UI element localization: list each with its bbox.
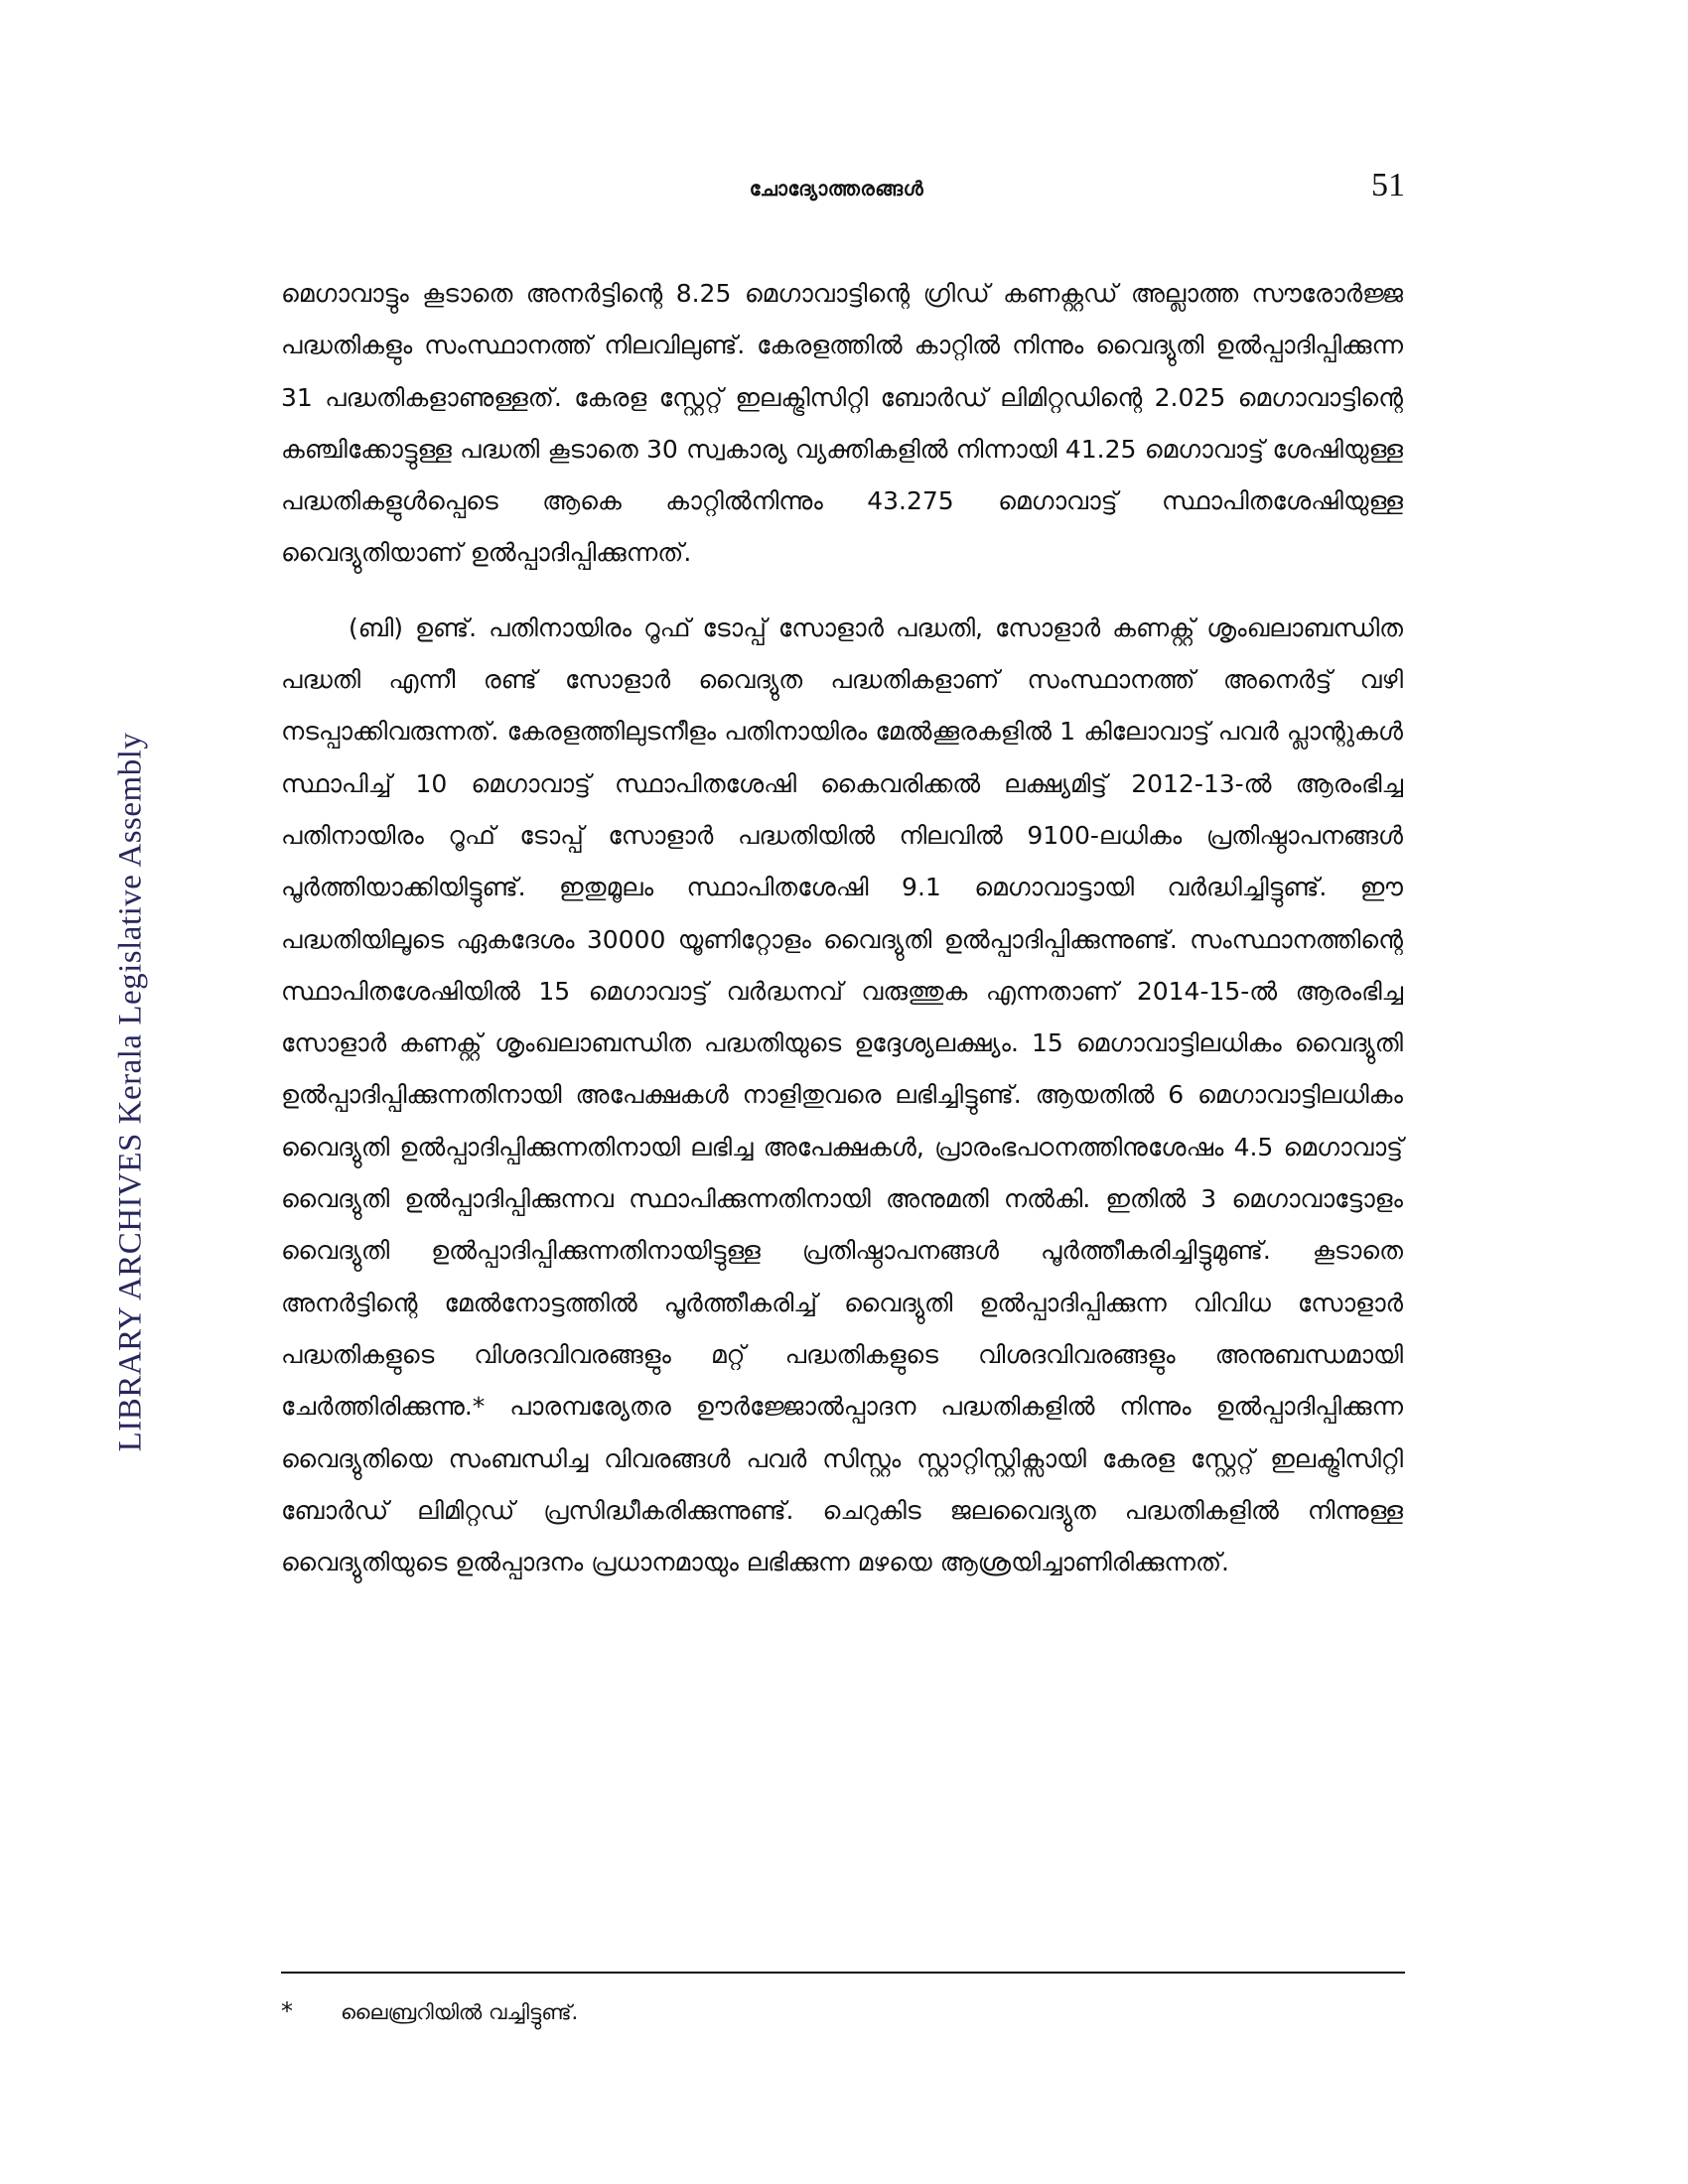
paragraph-answer-b: (ബി) ഉണ്ട്. പതിനായിരം റൂഫ് ടോപ്പ് സോളാർ പദ്ധതി, സോളാർ കണക്റ്റ് ശൃംഖലാബന്ധിത പദ്ധതി എന്നീ രണ്ട് സോളാർ വൈദ്യുത പദ്ധതികളാണ് സംസ്ഥാനത്ത് അനെർട്ട് വഴി നടപ്പാക്കിവരുന്നത്. കേരളത്തിലുടനീളം പതിനായിരം മേൽക്കൂരകളിൽ 1 കിലോവാട്ട് പവർ പ്ലാന്റുകൾ സ്ഥാപിച്ച് 10 മെഗാവാട്ട് സ്ഥാപിതശേഷി കൈവരിക്കൽ ലക്ഷ്യമിട്ട് 2012-13-ൽ ആരംഭിച്ച പതിനായിരം റൂഫ് ടോപ്പ് സോളാർ പദ്ധതിയിൽ നിലവിൽ 9100-ലധികം പ്രതിഷ്ഠാപനങ്ങൾ പൂർത്തിയാക്കിയിട്ടുണ്ട്. ഇതുമൂലം സ്ഥാപിതശേഷി 9.1 മെഗാവാട്ടായി വർദ്ധിച്ചിട്ടുണ്ട്. ഈ പദ്ധതിയിലൂടെ ഏകദേശം 30000 യൂണിറ്റോളം വൈദ്യുതി ഉൽപ്പാദിപ്പിക്കുന്നുണ്ട്. സംസ്ഥാനത്തിന്റെ സ്ഥാപിതശേഷിയിൽ 15 മെഗാവാട്ട് വർദ്ധനവ് വരുത്തുക എന്നതാണ് 2014-15-ൽ ആരംഭിച്ച സോളാർ കണക്റ്റ് ശൃംഖലാബന്ധിത പദ്ധതിയുടെ ഉദ്ദേശ്യലക്ഷ്യം. 15 മെഗാവാട്ടിലധികം വൈദ്യുതി ഉൽപ്പാദിപ്പിക്കുന്നതിനായി അപേക്ഷകൾ നാളിതുവരെ ലഭിച്ചിട്ടുണ്ട്. ആയതിൽ 6 മെഗാവാട്ടിലധികം വൈദ്യുതി ഉൽപ്പാദിപ്പിക്കുന്നതിനായി ലഭിച്ച അപേക്ഷകൾ, പ്രാരംഭപഠനത്തിനുശേഷം 4.5 മെഗാവാട്ട് വൈദ്യുതി ഉൽപ്പാദിപ്പിക്കുന്നവ സ്ഥാപിക്കുന്നതിനായി അനുമതി നൽകി. ഇതിൽ 3 മെഗാവാട്ടോളം വൈദ്യുതി ഉൽപ്പാദിപ്പിക്കുന്നതിനായിട്ടുള്ള പ്രതിഷ്ഠാപനങ്ങൾ പൂർത്തീകരിച്ചിട്ടുമുണ്ട്. കൂടാതെ അനർട്ടിന്റെ മേൽനോട്ടത്തിൽ പൂർത്തീകരിച്ച് വൈദ്യുതി ഉൽപ്പാദിപ്പിക്കുന്ന വിവിധ സോളാർ പദ്ധതികളുടെ വിശദവിവരങ്ങളും മറ്റ് പദ്ധതികളുടെ വിശദവിവരങ്ങളും അനുബന്ധമായി ചേർത്തിരിക്കുന്നു.* പാരമ്പര്യേതര ഊർജ്ജോൽപ്പാദന പദ്ധതികളിൽ നിന്നും ഉൽപ്പാദിപ്പിക്കുന്ന വൈദ്യുതിയെ സംബന്ധിച്ച വിവരങ്ങൾ പവർ സിസ്റ്റം സ്റ്റാറ്റിസ്റ്റിക്സായി കേരള സ്റ്റേറ്റ് ഇലക്ട്രിസിറ്റി ബോർഡ് ലിമിറ്റഡ് പ്രസിദ്ധീകരിക്കുന്നുണ്ട്. ചെറുകിട ജലവൈദ്യുത പദ്ധതികളിൽ നിന്നുള്ള വൈദ്യുതിയുടെ ഉൽപ്പാദനം പ്രധാനമായും ലഭിക്കുന്ന മഴയെ ആശ്രയിച്ചാണിരിക്കുന്നത്. [281, 613, 1403, 1577]
page-number: 51 [1371, 167, 1405, 204]
running-title: ചോദ്യോത്തരങ്ങൾ [749, 177, 924, 201]
page-header [268, 167, 1405, 216]
footnote-text: ലൈബ്രറിയിൽ വച്ചിട്ടുണ്ട്. [341, 2000, 579, 2024]
footnote [281, 1997, 1405, 2025]
footnote-marker: * [281, 1997, 293, 2025]
body-text [281, 268, 1403, 1588]
paragraph-continued: മെഗാവാട്ടും കൂടാതെ അനർട്ടിന്റെ 8.25 മെഗാവാട്ടിന്റെ ഗ്രിഡ് കണക്റ്റഡ് അല്ലാത്ത സൗരോർജ്ജ പദ്ധതികളും സംസ്ഥാനത്ത് നിലവിലുണ്ട്. കേരളത്തിൽ കാറ്റിൽ നിന്നും വൈദ്യുതി ഉൽപ്പാദിപ്പിക്കുന്ന 31 പദ്ധതികളാണുള്ളത്. കേരള സ്റ്റേറ്റ് ഇലക്ട്രിസിറ്റി ബോർഡ് ലിമിറ്റഡിന്റെ 2.025 മെഗാവാട്ടിന്റെ കഞ്ചിക്കോട്ടുള്ള പദ്ധതി കൂടാതെ 30 സ്വകാര്യ വ്യക്തികളിൽ നിന്നായി 41.25 മെഗാവാട്ട് ശേഷിയുള്ള പദ്ധതികളുൾപ്പെടെ ആകെ കാറ്റിൽനിന്നും 43.275 മെഗാവാട്ട് സ്ഥാപിതശേഷിയുള്ള വൈദ്യുതിയാണ് ഉൽപ്പാദിപ്പിക്കുന്നത്. [281, 279, 1403, 568]
footnote-divider [281, 1972, 1405, 1974]
library-archives-stamp: LIBRARY ARCHIVES Kerala Legislative Assembly [112, 732, 149, 1452]
